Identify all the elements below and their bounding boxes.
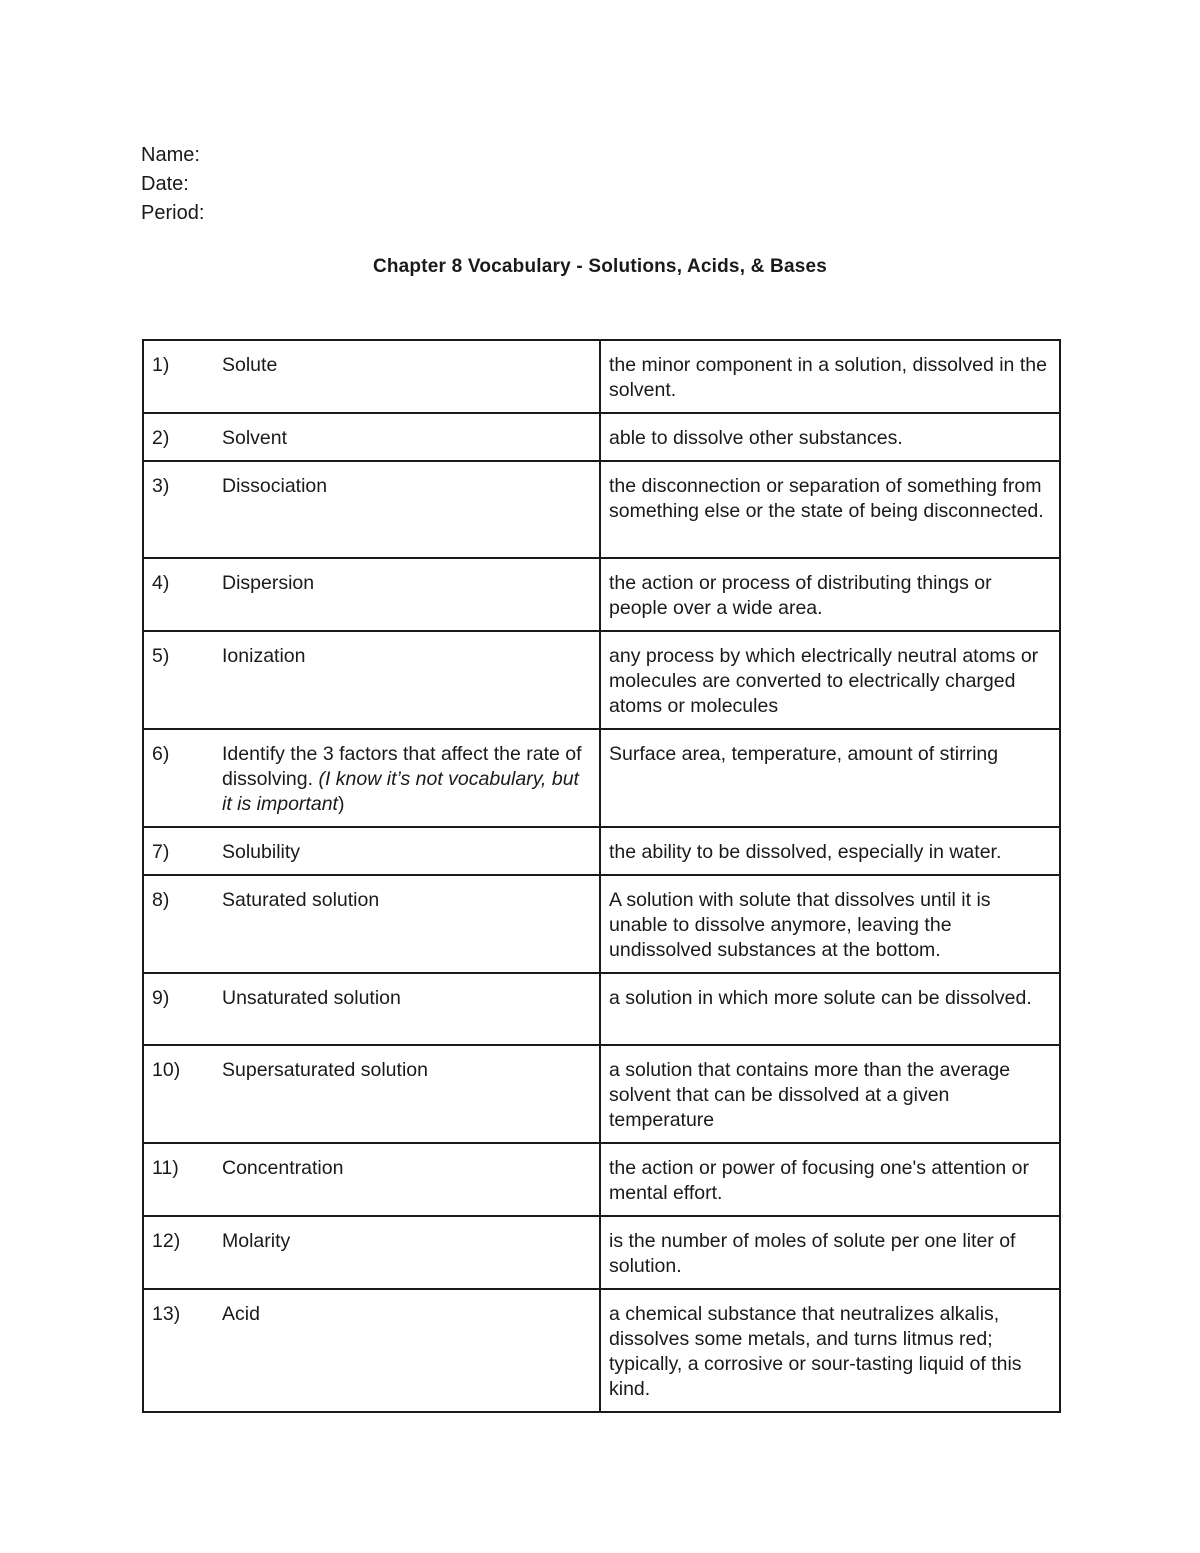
definition-cell: A solution with solute that dissolves until it is unable to dissolve anymore, leaving the undissolved substances at the bottom. [600, 875, 1060, 973]
term-cell [143, 973, 600, 1045]
term-cell [143, 1143, 600, 1216]
header-fields [141, 141, 204, 228]
term-cell [143, 1216, 600, 1289]
definition-cell: able to dissolve other substances. [600, 413, 1060, 461]
table-row [143, 1143, 1060, 1216]
definition-cell: a solution that contains more than the average solvent that can be dissolved at a given temperature [600, 1045, 1060, 1143]
term-number: 3) [152, 475, 170, 497]
period-label: Period: [141, 202, 205, 224]
term-number: 2) [152, 427, 170, 449]
definition-cell: the minor component in a solution, dissolved in the solvent. [600, 340, 1060, 413]
term-cell [143, 875, 600, 973]
term-text: Dissociation [222, 475, 328, 497]
table-row [143, 1045, 1060, 1143]
term-text: Dispersion [222, 572, 315, 594]
question-text: Identify the 3 factors that affect the rate of dissolving. [222, 743, 582, 790]
table-row [143, 875, 1060, 973]
term-cell [143, 558, 600, 631]
definition-cell: the action or process of distributing things or people over a wide area. [600, 558, 1060, 631]
term-number: 10) [152, 1059, 181, 1081]
term-number: 6) [152, 743, 170, 765]
date-label: Date: [141, 173, 189, 195]
term-cell [143, 631, 600, 729]
term-text: Solubility [222, 841, 301, 863]
term-cell [143, 413, 600, 461]
table-row [143, 631, 1060, 729]
term-text: Solvent [222, 427, 288, 449]
term-text: Acid [222, 1303, 260, 1325]
question-note-end: ) [337, 793, 345, 815]
table-row [143, 1216, 1060, 1289]
term-cell [143, 827, 600, 875]
term-text: Saturated solution [222, 889, 380, 911]
table-row [143, 827, 1060, 875]
term-number: 1) [152, 354, 170, 376]
term-text: Unsaturated solution [222, 987, 401, 1009]
table-row [143, 413, 1060, 461]
term-number: 9) [152, 987, 170, 1009]
term-cell [143, 729, 600, 827]
term-number: 13) [152, 1303, 181, 1325]
term-text: Supersaturated solution [222, 1059, 428, 1081]
term-number: 12) [152, 1230, 181, 1252]
table-row [143, 558, 1060, 631]
term-number: 11) [152, 1157, 179, 1179]
term-number: 7) [152, 841, 170, 863]
definition-cell: a chemical substance that neutralizes alkalis, dissolves some metals, and turns litmus red; typically, a corrosive or sour-tasting liquid of this kind. [600, 1289, 1060, 1412]
term-cell [143, 340, 600, 413]
definition-cell: the ability to be dissolved, especially in water. [600, 827, 1060, 875]
term-number: 4) [152, 572, 170, 594]
table-row [143, 340, 1060, 413]
table-row [143, 729, 1060, 827]
page-title: Chapter 8 Vocabulary - Solutions, Acids, & Bases [372, 256, 828, 277]
term-cell [143, 1045, 600, 1143]
definition-cell: Surface area, temperature, amount of stirring [600, 729, 1060, 827]
term-text: Solute [222, 354, 278, 376]
table-row [143, 1289, 1060, 1412]
definition-cell: the disconnection or separation of something from something else or the state of being disconnected. [600, 461, 1060, 558]
definition-cell: is the number of moles of solute per one liter of solution. [600, 1216, 1060, 1289]
definition-cell: any process by which electrically neutral atoms or molecules are converted to electrically charged atoms or molecules [600, 631, 1060, 729]
term-text [222, 742, 591, 817]
definition-cell: the action or power of focusing one's attention or mental effort. [600, 1143, 1060, 1216]
table-row [143, 973, 1060, 1045]
term-cell [143, 1289, 600, 1412]
question-note: (I know it’s not vocabulary, but it is important [222, 768, 579, 815]
term-number: 8) [152, 889, 170, 911]
table-row [143, 461, 1060, 558]
vocabulary-table [142, 339, 1061, 1413]
term-cell [143, 461, 600, 558]
term-text: Ionization [222, 645, 306, 667]
term-text: Concentration [222, 1157, 344, 1179]
term-text: Molarity [222, 1230, 291, 1252]
name-label: Name: [141, 144, 200, 166]
term-number: 5) [152, 645, 170, 667]
definition-cell: a solution in which more solute can be dissolved. [600, 973, 1060, 1045]
